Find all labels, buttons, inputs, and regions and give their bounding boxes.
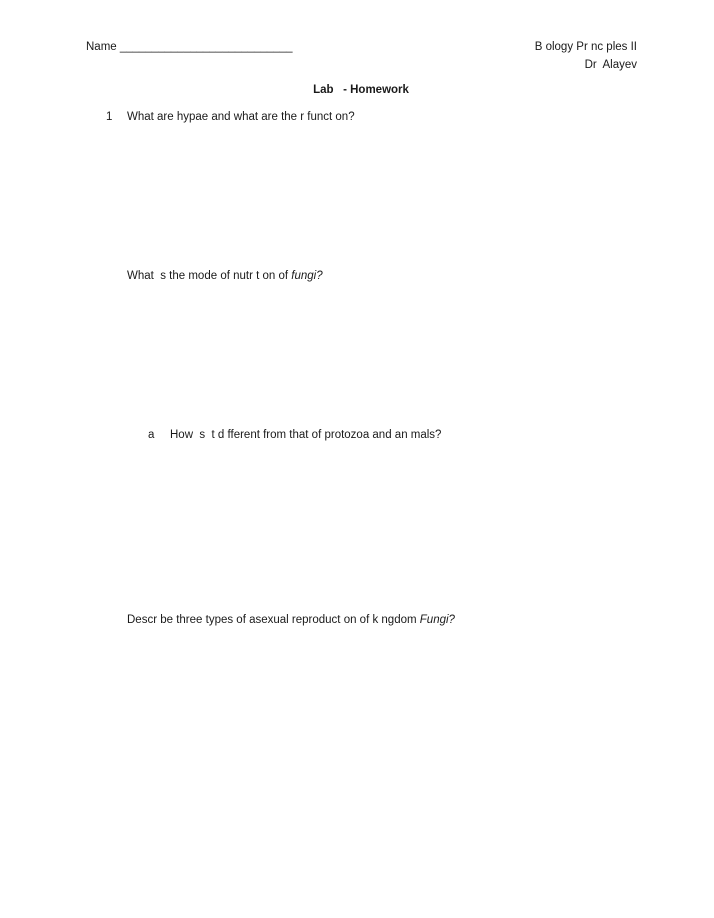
instructor-name: Dr Alayev [584, 59, 637, 71]
page-title: Lab - Homework [313, 84, 409, 96]
question-1-number: 1 [106, 111, 113, 123]
question-2 [127, 269, 323, 283]
name-field-label: Name ___________________________ [86, 41, 293, 53]
question-2-text: What s the mode of nutr t on of [127, 270, 292, 282]
question-2a-letter: a [148, 429, 155, 441]
course-title: B ology Pr nc ples II [534, 41, 637, 53]
question-3 [127, 613, 455, 627]
question-2a-text: How s t d fferent from that of protozoa and an mals? [170, 429, 442, 441]
question-3-emphasis: Fungi? [419, 614, 455, 626]
question-2-emphasis: fungi? [291, 270, 323, 282]
question-1-text: What are hypae and what are the r funct on? [127, 111, 355, 123]
question-3-text: Descr be three types of asexual reproduct on of k ngdom [127, 614, 420, 626]
